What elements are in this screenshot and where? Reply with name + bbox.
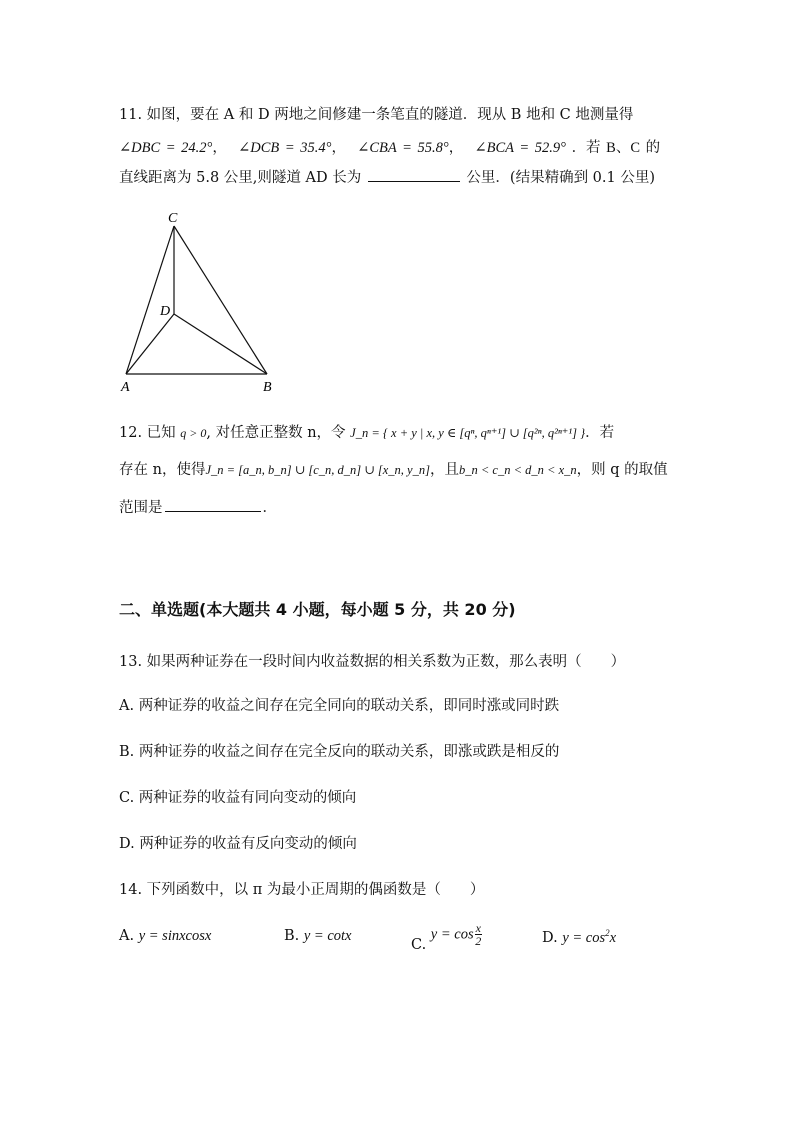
q11-line1: [119, 103, 633, 124]
q14-stem: 14. 下列函数中，以 π 为最小正周期的偶函数是（ ）: [119, 882, 485, 898]
angle-cba: ∠CBA = 55.8°: [357, 140, 449, 156]
q12-condition: q > 0: [180, 426, 207, 440]
q12-number: 12.: [119, 425, 143, 441]
q12-line3-text: 范围是: [119, 500, 163, 516]
angle-dbc: ∠DBC = 24.2°: [119, 140, 213, 156]
q12-line2-tail: ，则 q 的取值: [576, 462, 668, 478]
q12-line2: [119, 458, 668, 479]
q14-option-c[interactable]: [411, 921, 482, 953]
q13-stem: 13. 如果两种证券在一段时间内收益数据的相关系数为正数，那么表明（ ）: [119, 654, 626, 670]
label-b: B: [263, 380, 272, 395]
q12-line3-end: ．: [262, 500, 277, 516]
angle-dcb: ∠DCB = 35.4°: [238, 140, 332, 156]
q14-option-b-label: B.: [284, 928, 300, 944]
label-c: C: [168, 211, 178, 226]
q12-line2-pre: 存在 n，使得: [119, 462, 206, 478]
q14-option-b-expr: y = cotx: [303, 928, 352, 944]
q11-triangle-figure: [110, 205, 290, 395]
label-d: D: [160, 304, 171, 319]
q13-option-d[interactable]: D. 两种证券的收益有反向变动的倾向: [119, 836, 357, 852]
label-a: A: [121, 380, 130, 395]
q11-angles-line: ∠DBC = 24.2°， ∠DCB = 35.4°， ∠CBA = 55.8°， ∠BCA = 52.9° ．若 B、C 的: [119, 140, 661, 156]
q11-answer-blank[interactable]: [368, 180, 460, 182]
q11-line3-text: 直线距离为 5.8 公里,则隧道 AD 长为: [119, 170, 362, 186]
fraction-numerator: x: [475, 921, 481, 935]
q14-option-d-exponent: 2: [605, 928, 610, 938]
fraction-denominator: 2: [475, 934, 482, 948]
q14-option-d[interactable]: [542, 928, 616, 947]
q14-option-a[interactable]: [119, 928, 211, 945]
q14-option-c-expr: y = cos: [430, 926, 474, 943]
q11-line3-tail: 公里．(结果精确到 0.1 公里): [466, 170, 656, 186]
section-2-title: 二、单选题(本大题共 4 小题，每小题 5 分，共 20 分): [119, 600, 516, 619]
q12-line2-mid: ，且: [429, 462, 459, 478]
q14-option-a-expr: y = sinxcosx: [138, 928, 212, 944]
q11-line2-tail: ．若 B、C 的: [571, 140, 661, 156]
q14-option-b[interactable]: [284, 928, 352, 945]
edge-ad: [126, 314, 174, 374]
q14-option-d-expr: y = cos: [562, 930, 606, 946]
angle-bca: ∠BCA = 52.9°: [474, 140, 566, 156]
q12-line3: [119, 496, 277, 517]
q14-option-d-var: x: [609, 930, 617, 946]
q14-option-c-label: C.: [411, 936, 427, 953]
q12-line1-mid: , 对任意正整数 n，令: [206, 425, 346, 441]
q11-line1-text: 如图，要在 A 和 D 两地之间修建一条笔直的隧道．现从 B 地和 C 地测量得: [146, 107, 634, 123]
edge-ac: [126, 226, 174, 374]
q11-number: 11.: [119, 107, 143, 123]
q12-answer-blank[interactable]: [165, 510, 261, 512]
q13-option-a[interactable]: A. 两种证券的收益之间存在完全同向的联动关系，即同时涨或同时跌: [119, 698, 560, 714]
q12-line1-pre: 已知: [146, 425, 176, 441]
q13-option-c[interactable]: C. 两种证券的收益有同向变动的倾向: [119, 790, 357, 806]
q11-line3: [119, 166, 655, 187]
q14-option-c-fraction: [475, 922, 482, 947]
q12-set-definition: J_n = { x + y | x, y ∈ [qⁿ, qⁿ⁺¹] ∪ [q²ⁿ, q²ⁿ⁺¹] }: [350, 426, 586, 440]
q14-option-d-label: D.: [542, 930, 558, 946]
q12-union-expression: J_n = [a_n, b_n] ∪ [c_n, d_n] ∪ [x_n, y_n]: [205, 463, 430, 477]
q14-option-a-label: A.: [119, 928, 135, 944]
q12-line1-tail: ．若: [585, 425, 615, 441]
edge-cb: [174, 226, 267, 374]
edge-db: [174, 314, 267, 374]
q12-line1: [119, 421, 614, 442]
q12-inequality: b_n < c_n < d_n < x_n: [458, 463, 577, 477]
q13-option-b[interactable]: B. 两种证券的收益之间存在完全反向的联动关系，即涨或跌是相反的: [119, 744, 560, 760]
